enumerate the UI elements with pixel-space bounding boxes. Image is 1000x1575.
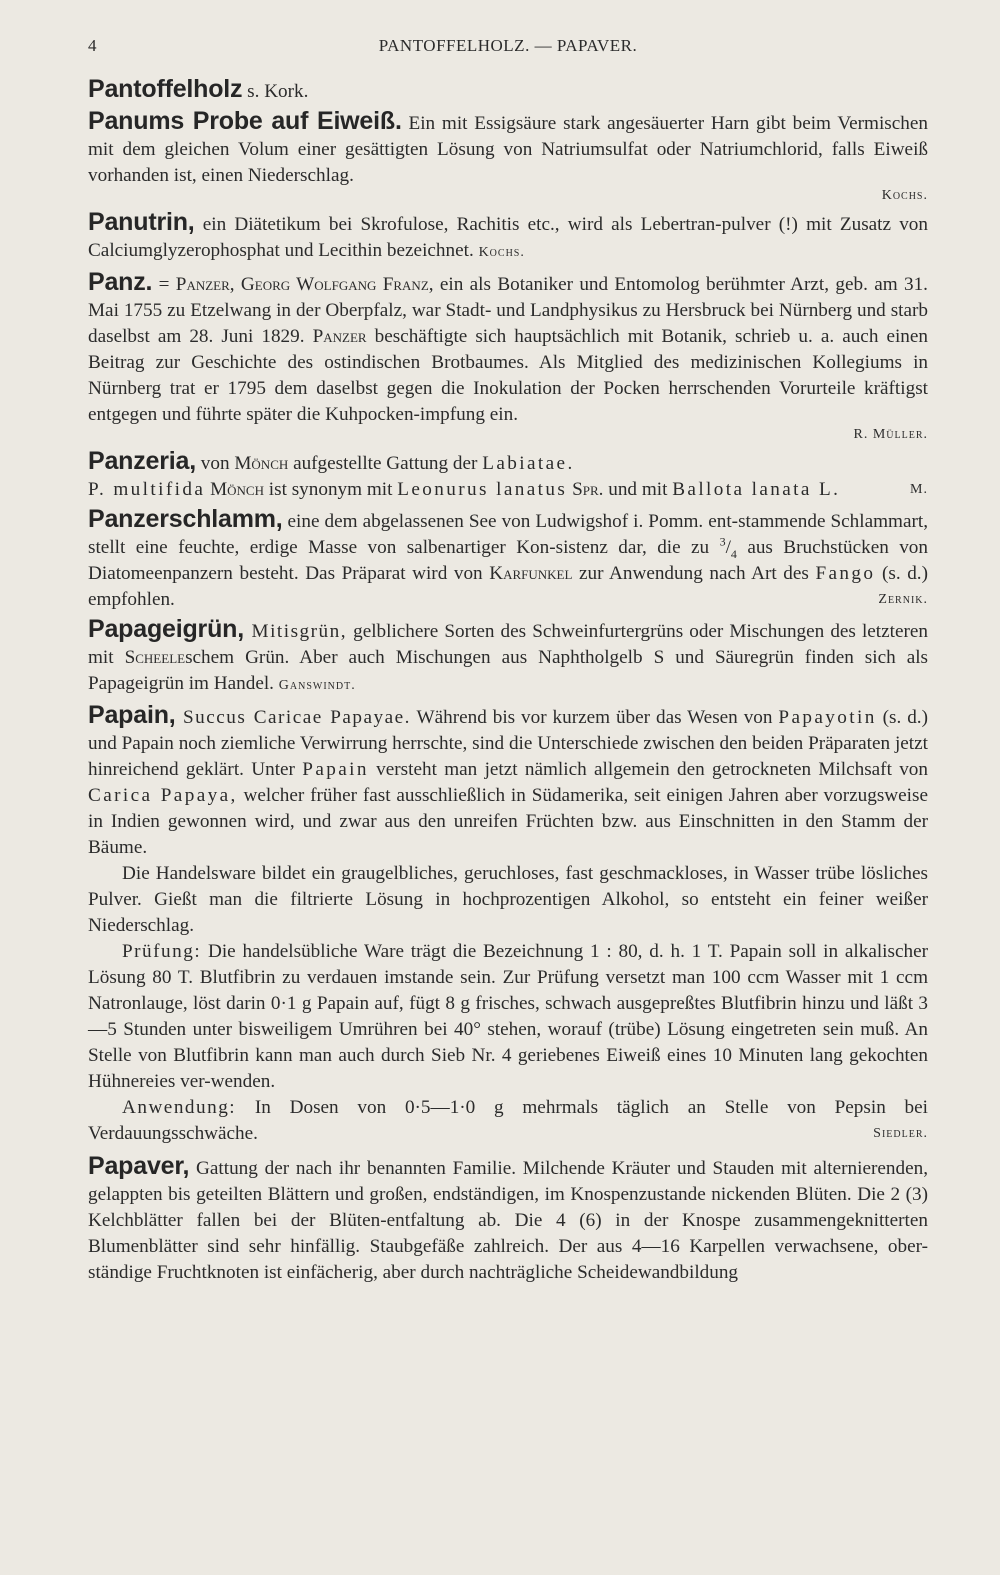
entry-papaver [88,1153,928,1286]
lemma: Pantoffelholz [88,75,243,103]
species-name: Leonurus lanatus [397,479,568,500]
entry-text: (s. d.) empfohlen. [88,563,928,610]
species-name: P. multifida [88,479,206,500]
entry-text: aus Bruchstücken von Diatomeenpanzern besteht. Das Präparat wird von [88,537,928,584]
author-signature: Kochs. [478,245,525,260]
entry-panutrin [88,209,928,266]
spaced-term: Succus Caricae Papayae. [175,707,411,728]
entry-panums-probe [88,108,928,205]
fraction-numerator: 3 [719,534,726,549]
spaced-term: Carica Papaya, [88,785,238,806]
entry-pantoffelholz [88,76,928,105]
person-name: Spr. [567,479,604,500]
lemma: Panzeria, [88,447,196,475]
entry-panz [88,269,928,444]
section-label: Prüfung: [122,941,202,962]
entry-panzeria [88,448,928,503]
author-signature: Zernik. [878,592,928,607]
entry-panzerschlamm [88,506,928,613]
family-name: Labiatae. [482,453,575,474]
entry-text: und mit [603,479,673,500]
page-body [88,76,928,1289]
fraction-denominator: 4 [730,546,737,561]
entry-text: gelblichere Sorten des Schweinfurtergrüns oder Mischungen des letzteren mit [88,621,928,668]
lemma: Panzerschlamm, [88,505,283,533]
entry-text: eine dem abgelassenen See von Ludwigshof i. Pomm. ent-stammende Schlammart, stellt eine feuchte, erdige Masse von salbenartiger Kon-sistenz dar, die zu [88,511,928,558]
author-signature: R. Müller. [853,427,928,442]
entry-text: zur Anwendung nach Art des [572,563,816,584]
entry-text: welcher früher fast ausschließlich in Südamerika, seit einigen Jahren aber vorzugsweise in Indien gewonnen wird, und zwar aus den unreifen Früchten bzw. aus Einschnitten in den Stamm der Bäume. [88,785,928,858]
person-name: = Panzer, Georg Wolfgang Franz, [152,274,434,295]
author-signature: Siedler. [873,1126,928,1141]
entry-text: beschäftigte sich hauptsächlich mit Botanik, schrieb u. a. auch einen Beitrag zur Geschichte des ostindischen Brotbaumes. Als Mitglied des medizinischen Kollegiums in Nürnberg trat er 1795 dem daselbst gegen die Inokulation der Pocken herrschenden Vorurteile kräftigst entgegen und führte später die Kuhpocken-impfung ein. [88,326,929,425]
entry-papageigruen [88,616,928,699]
page-number: 4 [88,36,97,55]
entry-text: aufgestellte Gattung der [288,453,483,474]
species-name: Ballota lanata L. [672,479,841,500]
entry-text: ein als Botaniker und Entomolog berühmter Arzt, geb. am 31. Mai 1755 zu Etzelwang in der Oberpfalz, war Stadt- und Landphysikus zu Hersbruck bei Nürnberg und starb daselbst am 28. Juni 1829. [88,274,928,347]
spaced-term: Papayotin [778,707,877,728]
fraction-slash: / [725,537,731,558]
person-name: Mönch [234,453,289,474]
lemma: Panums Probe auf Eiweiß. [88,107,402,135]
entry-text: In Dosen von 0·5—1·0 g mehrmals täglich an Stelle von Pepsin bei Verdauungsschwäche. [88,1097,928,1144]
entry-text: versteht man jetzt nämlich allgemein den getrockneten Milchsaft von [368,759,928,780]
entry-text: Gattung der nach ihr benannten Familie. Milchende Kräuter und Stauden mit alternierenden, gelappten bis geteilten Blättern und großen, endständigen, im Knospenzustande nickenden Blüten. Die 2 (3) Kelchblätter fallen bei der Blüten-entfaltung ab. Die 4 (6) in der Knospe zusammengeknitterten Blumenblätter sind sehr hinfällig. Staubgefäße zahlreich. Der aus 4—16 Karpellen verwachsene, ober-ständige Fruchtknoten ist einfächerig, aber durch nachträgliche Scheidewandbildung [88,1158,928,1283]
author-signature: M. [910,482,928,497]
author-signature: Ganswindt. [278,678,356,693]
person-name: Karfunkel [489,563,573,584]
spaced-term: Fango [815,563,876,584]
entry-papain [88,702,928,1147]
entry-text: Während bis vor kurzem über das Wesen von [410,707,779,728]
entry-text: ein Diätetikum bei Skrofulose, Rachitis etc., wird als Lebertran-pulver (!) mit Zusatz von Calciumglyzerophosphat und Lecithin bezeichnet. [88,214,928,261]
lemma: Panz. [88,268,153,296]
entry-text: s. Kork. [242,81,309,102]
person-name: Scheele [124,647,186,668]
section-label: Anwendung: [122,1097,237,1118]
lemma: Papain, [88,701,176,729]
lemma: Papaver, [88,1152,190,1180]
spaced-term: Papain [302,759,369,780]
lemma: Papageigrün, [88,615,244,643]
person-name: Panzer [312,326,367,347]
author-signature: Kochs. [881,188,928,203]
person-name: Mönch [205,479,264,500]
spaced-term: Mitisgrün, [243,621,348,642]
entry-text: Ein mit Essigsäure stark angesäuerter Harn gibt beim Vermischen mit dem gleichen Volum einer gesättigten Lösung von Natriumsulfat oder Natriumchlorid, falls Eiweiß vorhanden ist, einen Niederschlag. [88,113,928,186]
entry-text: schem Grün. Aber auch Mischungen aus Naphtholgelb S und Säuregrün finden sich als Papageigrün im Handel. [88,647,929,694]
page-header [88,36,928,60]
entry-text: (s. d.) und Papain noch ziemliche Verwirrung herrschte, sind die Unterschiede zwischen den beiden Präparaten jetzt hinreichend geklärt. Unter [88,707,928,780]
paragraph: Die Handelsware bildet ein graugelbliches, geruchloses, fast geschmackloses, in Wasser trübe lösliches Pulver. Gießt man die filtrierte Lösung in hochprozentigen Alkohol, so entsteht ein feiner weißer Niederschlag. [88,863,928,936]
running-title: PANTOFFELHOLZ. — PAPAVER. [378,36,638,55]
entry-text: von [195,453,235,474]
entry-text: ist synonym mit [263,479,398,500]
lemma: Panutrin, [88,208,195,236]
entry-text: Die handelsübliche Ware trägt die Bezeichnung 1 : 80, d. h. 1 T. Papain soll in alkalischer Lösung 80 T. Blutfibrin zu verdauen imstande sein. Zur Prüfung versetzt man 100 ccm Wasser mit 1 ccm Natronlauge, löst darin 0·1 g Papain auf, fügt 8 g frisches, schwach ausgepreßtes Blutfibrin hinzu und läßt 3—5 Stunden unter bisweiligem Umrühren bei 40° stehen, worauf (trübe) Lösung eingetreten sein muß. An Stelle von Blutfibrin kann man auch durch Sieb Nr. 4 geriebenes Eiweiß eines 10 Minuten lang gekochten Hühnereies ver-wenden. [88,941,928,1092]
